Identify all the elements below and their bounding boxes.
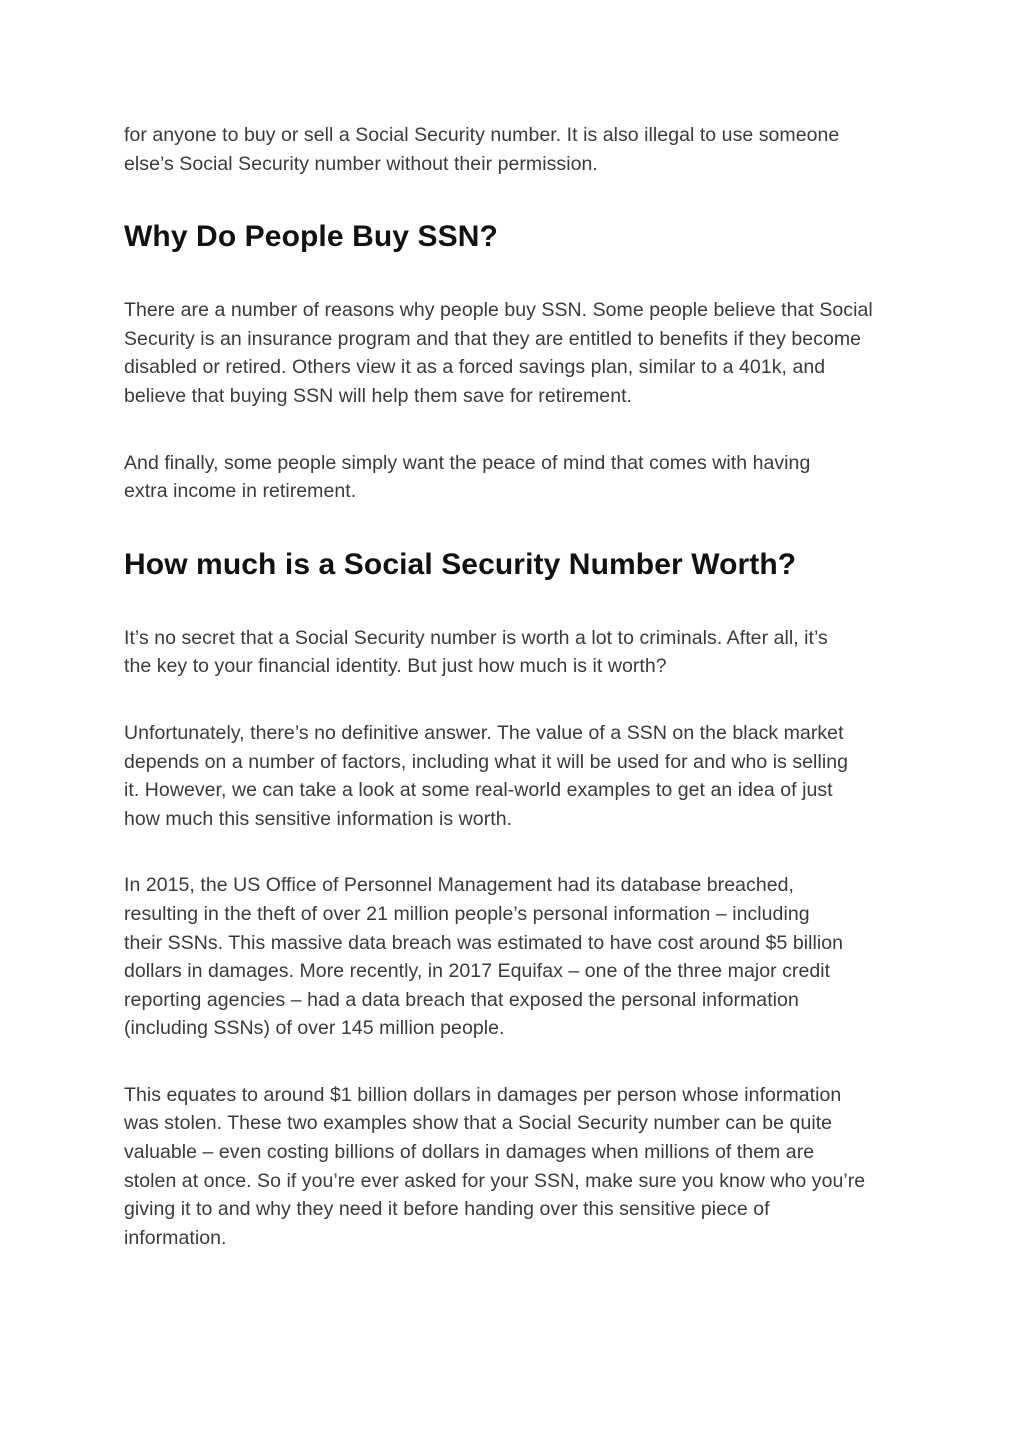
paragraph: There are a number of reasons why people buy SSN. Some people believe that Social Security is an insurance program and that they are entitled to benefits if they become disabled or retired. Others view it as a forced savings plan, similar to a 401k, and believe that buying SSN will help them save for retirement. bbox=[124, 299, 873, 407]
section-heading-why-buy-ssn: Why Do People Buy SSN? bbox=[124, 220, 498, 254]
paragraph: In 2015, the US Office of Personnel Management had its database breached, resulting in the theft of over 21 million people’s personal information – including their SSNs. This massive data breach was estimated to have cost around $5 billion dollars in damages. More recently, in 2017 Equifax – one of the three major credit reporting agencies – had a data breach that exposed the personal information (including SSNs) of over 145 million people. bbox=[124, 874, 844, 1040]
paragraph: It’s no secret that a Social Security number is worth a lot to criminals. After all, it’s the key to your financial identity. But just how much is it worth? bbox=[124, 626, 828, 678]
document-page bbox=[124, 121, 904, 1252]
intro-paragraph: for anyone to buy or sell a Social Security number. It is also illegal to use someone else’s Social Security number without their permission. bbox=[124, 124, 840, 175]
paragraph: And finally, some people simply want the peace of mind that comes with having extra income in retirement. bbox=[124, 451, 811, 503]
paragraph: This equates to around $1 billion dollars in damages per person whose information was stolen. These two examples show that a Social Security number can be quite valuable – even costing billions of dollars in damages when millions of them are stolen at once. So if you’re ever asked for your SSN, make sure you know who you’re giving it to and why they need it before handing over this sensitive piece of information. bbox=[124, 1083, 866, 1249]
paragraph: Unfortunately, there’s no definitive answer. The value of a SSN on the black market depends on a number of factors, including what it will be used for and who is selling it. However, we can take a look at some real-world examples to get an idea of just how much this sensitive information is worth. bbox=[124, 721, 848, 830]
section-heading-ssn-worth: How much is a Social Security Number Worth? bbox=[124, 547, 797, 581]
